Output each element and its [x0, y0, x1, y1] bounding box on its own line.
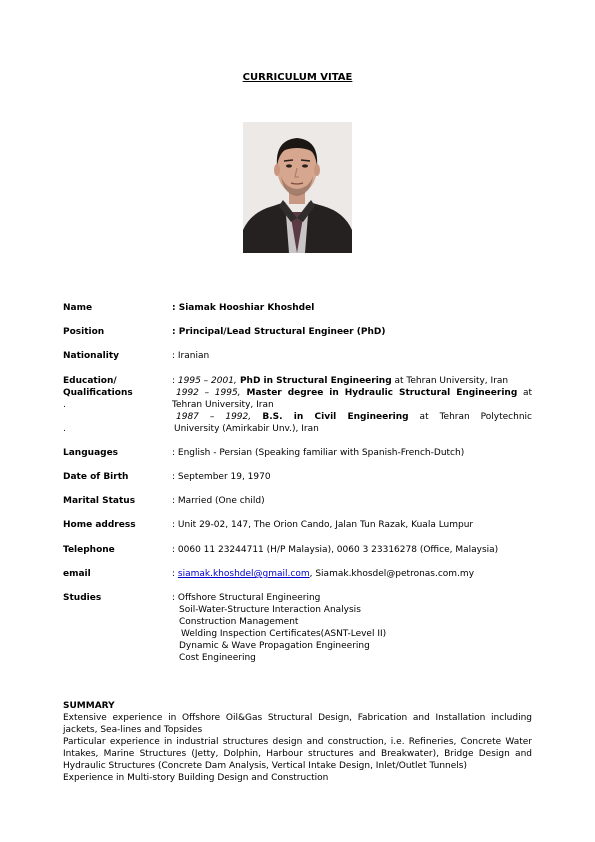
education-item-2-years: 1992 – 1995, — [176, 388, 241, 398]
dob-value: : September 19, 1970 — [172, 472, 271, 482]
name-value: : Siamak Hooshiar Khoshdel — [172, 303, 315, 313]
studies-item-5: Dynamic & Wave Propagation Engineering — [179, 641, 370, 651]
education-item-1-years: 1995 – 2001, — [177, 376, 237, 386]
education-dot-2: . — [63, 424, 66, 434]
languages-value: : English - Persian (Speaking familiar with Spanish-French-Dutch) — [172, 448, 465, 458]
document-title: CURRICULUM VITAE — [242, 72, 353, 83]
education-item-3-rest1: at Tehran Polytechnic — [408, 412, 532, 422]
email-value — [172, 568, 532, 580]
dob-label: Date of Birth — [63, 472, 129, 482]
studies-item-3: Construction Management — [179, 617, 299, 627]
address-label: Home address — [63, 520, 136, 530]
position-value: : Principal/Lead Structural Engineer (PhD) — [172, 327, 386, 337]
nationality-value: : Iranian — [172, 351, 210, 361]
education-item-3 — [176, 411, 532, 423]
position-label: Position — [63, 327, 105, 337]
summary-title: SUMMARY — [63, 701, 115, 711]
email-rest: , Siamak.khosdel@petronas.com.my — [309, 569, 475, 579]
education-item-2-degree: Master degree in Hydraulic Structural Engineering — [240, 388, 518, 398]
education-label-1: Education/ — [63, 376, 117, 386]
nationality-label: Nationality — [63, 351, 119, 361]
education-item-3-line2: University (Amirkabir Unv.), Iran — [174, 424, 319, 434]
summary-section — [63, 700, 532, 784]
education-item-2 — [176, 387, 532, 399]
marital-value: : Married (One child) — [172, 496, 265, 506]
telephone-label: Telephone — [63, 545, 115, 555]
address-value: : Unit 29-02, 147, The Orion Cando, Jalan Tun Razak, Kuala Lumpur — [172, 520, 474, 530]
studies-row — [63, 592, 533, 664]
summary-paragraph-3: Experience in Multi-story Building Design and Construction — [63, 773, 329, 783]
education-item-1 — [172, 375, 532, 387]
summary-paragraph-2: Particular experience in industrial structures design and construction, i.e. Refineries, Concrete Water Intakes, Marine Structures (Jetty, Dolphin, Harbour structures and Breakwater), Bridge Design and Hydraulic Structures (Concrete Dam Analysis, Vertical Intake Design, Inlet/Outlet Tunnels) — [63, 737, 532, 771]
summary-paragraph-1: Extensive experience in Offshore Oil&Gas Structural Design, Fabrication and Installation including jackets, Sea-lines and Topsides — [63, 713, 532, 735]
studies-item-2: Soil-Water-Structure Interaction Analysis — [179, 605, 361, 615]
education-row — [63, 375, 533, 435]
email-link[interactable]: siamak.khoshdel@gmail.com — [177, 569, 310, 579]
education-item-3-years: 1987 – 1992, — [176, 412, 252, 422]
studies-item-4: Welding Inspection Certificates(ASNT-Level II) — [181, 629, 387, 639]
studies-item-1: : Offshore Structural Engineering — [172, 593, 321, 603]
education-dot-1: . — [63, 400, 66, 410]
profile-photo — [243, 122, 352, 253]
education-item-2-line2: Tehran University, Iran — [172, 400, 274, 410]
studies-label: Studies — [63, 593, 102, 603]
education-item-1-rest: at Tehran University, Iran — [391, 376, 509, 386]
email-prefix: : — [172, 569, 178, 579]
education-item-1-degree: PhD in Structural Engineering — [236, 376, 392, 386]
email-label: email — [63, 569, 91, 579]
marital-label: Marital Status — [63, 496, 136, 506]
studies-item-6: Cost Engineering — [179, 653, 256, 663]
education-item-2-rest1: at — [517, 388, 532, 398]
education-label-2: Qualifications — [63, 388, 133, 398]
name-label: Name — [63, 303, 93, 313]
telephone-value: : 0060 11 23244711 (H/P Malaysia), 0060 3 23316278 (Office, Malaysia) — [172, 545, 499, 555]
education-item-3-degree: B.S. in Civil Engineering — [251, 412, 409, 422]
education-item-1-prefix: : — [172, 376, 178, 386]
languages-label: Languages — [63, 448, 119, 458]
